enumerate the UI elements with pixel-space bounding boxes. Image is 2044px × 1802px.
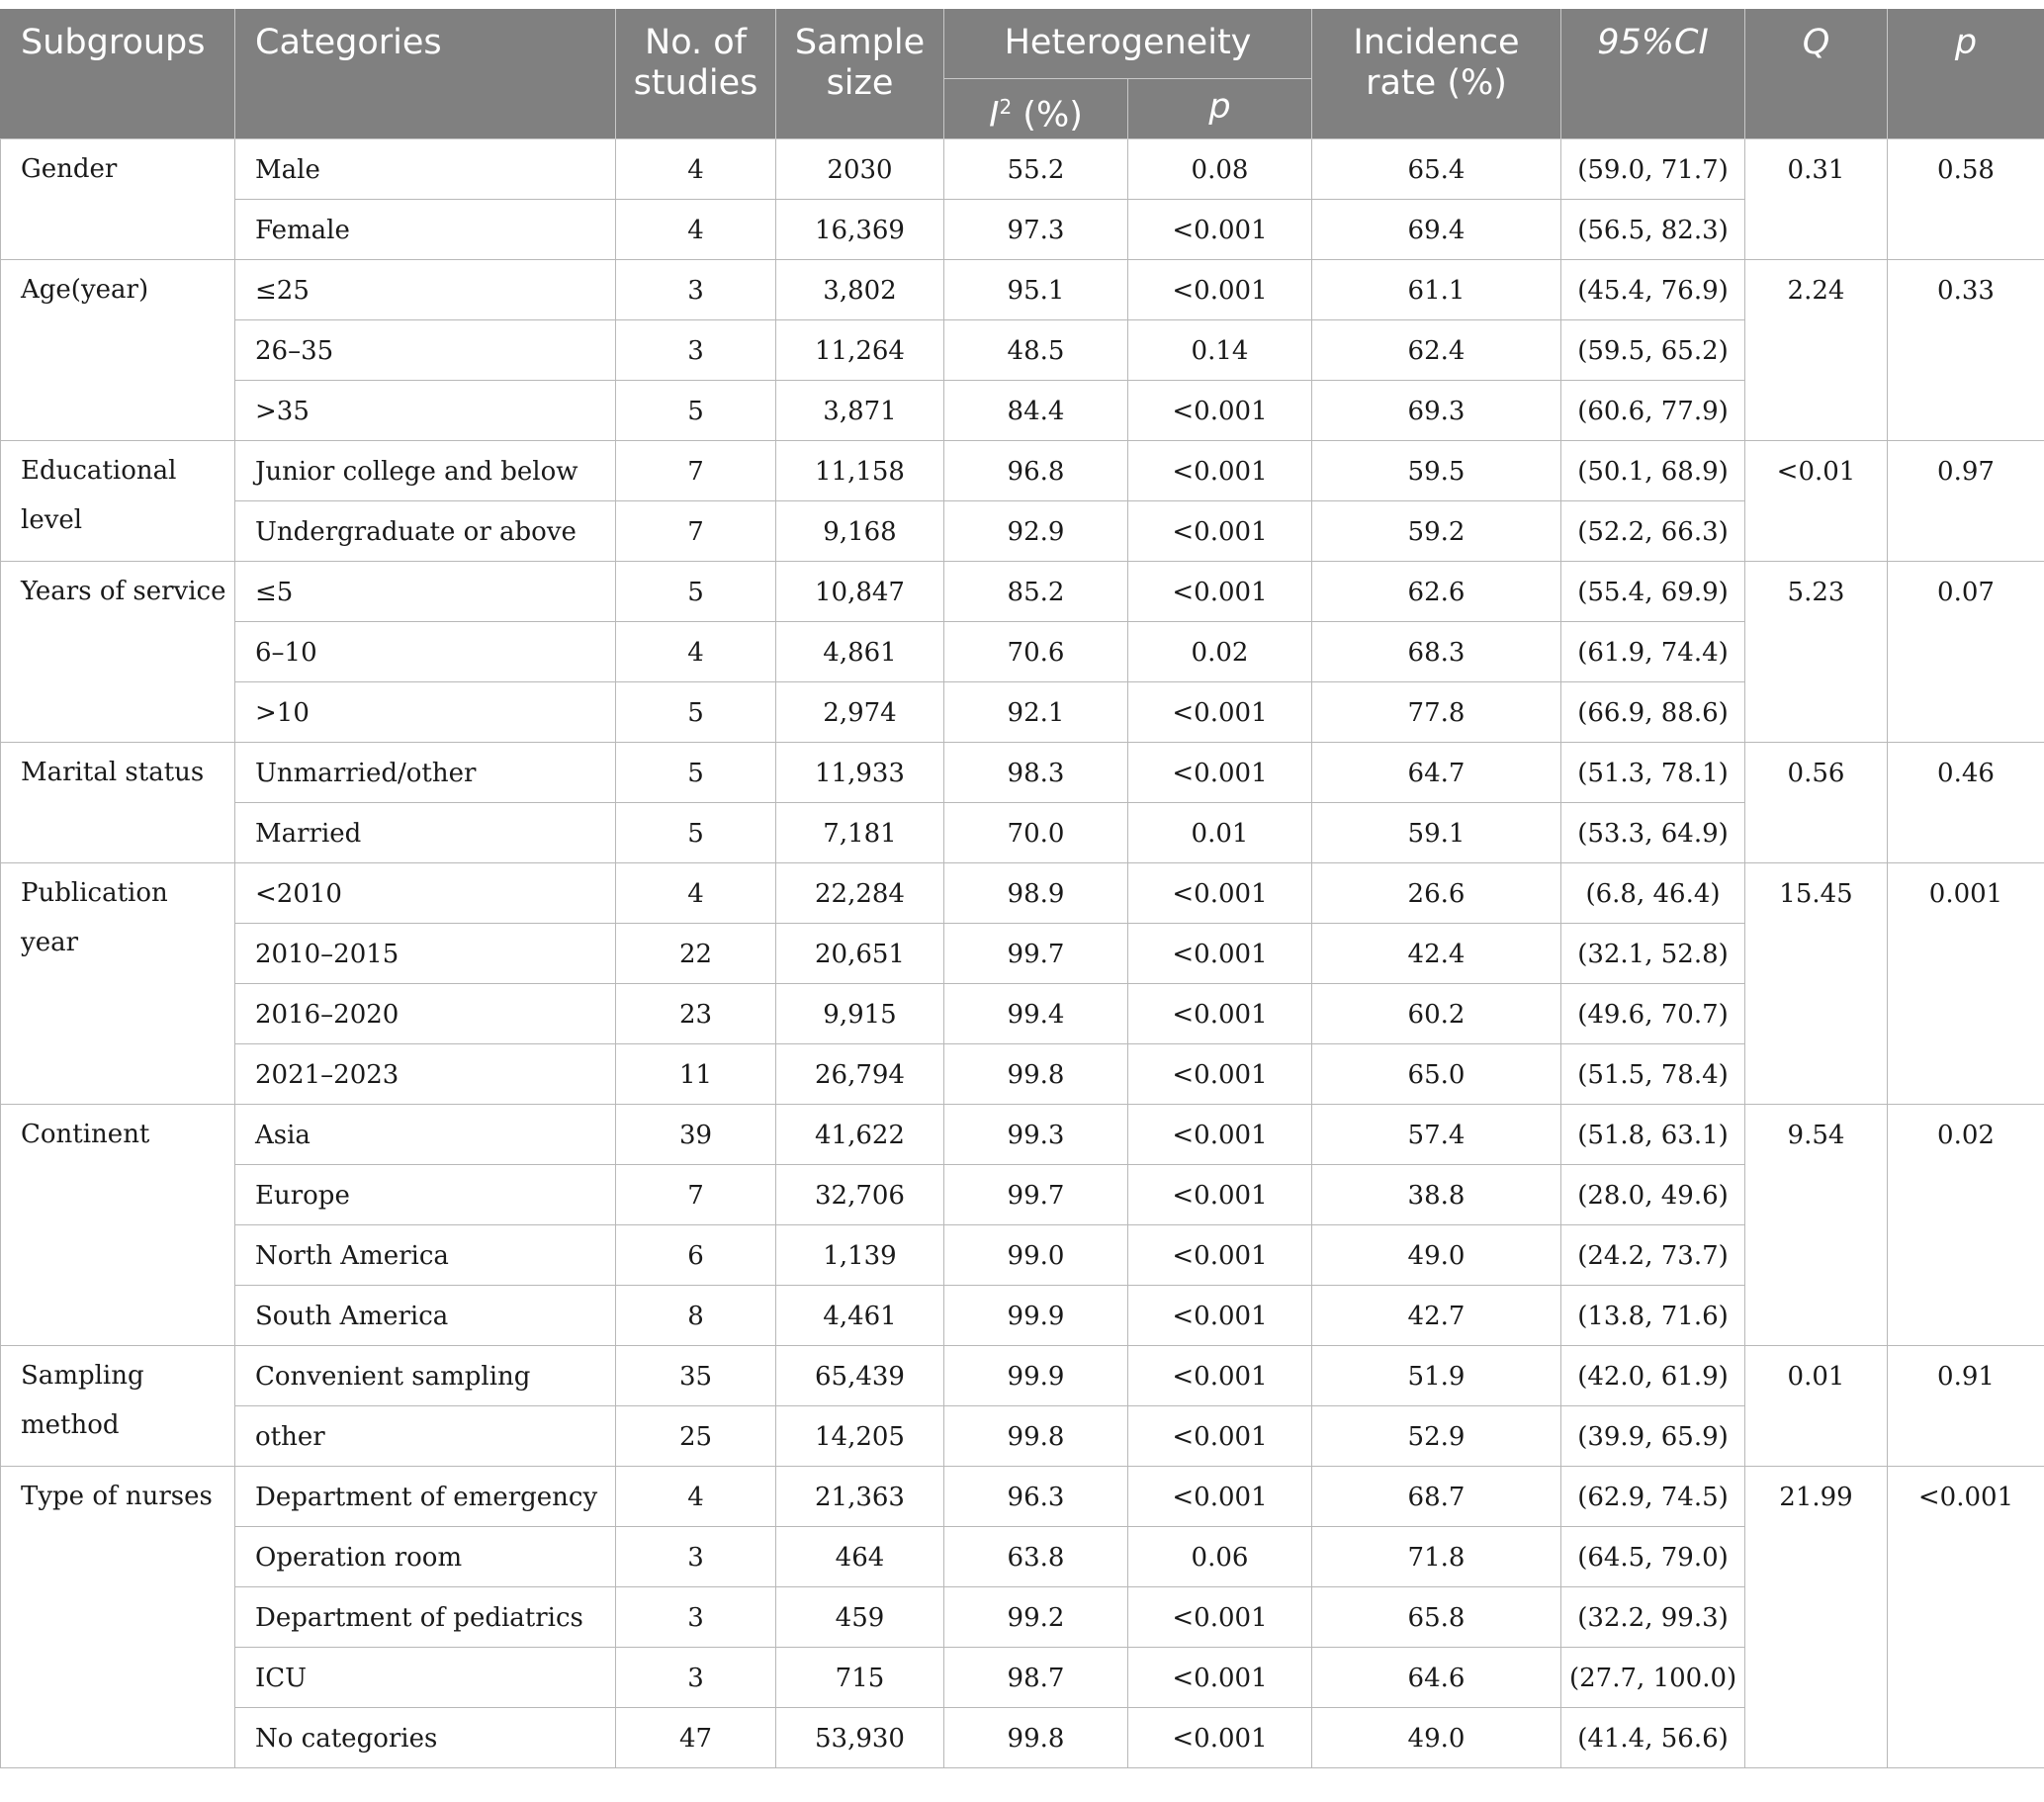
studies-cell: 5 [616,562,776,622]
category-cell: Department of emergency [235,1467,616,1527]
i2-cell: 85.2 [944,562,1128,622]
sample-size-cell: 2030 [776,139,944,200]
studies-cell: 3 [616,320,776,381]
ci-cell: (66.9, 88.6) [1561,682,1745,743]
incidence-rate-cell: 62.4 [1312,320,1561,381]
category-cell: >35 [235,381,616,441]
i2-cell: 99.7 [944,1165,1128,1225]
p-cell: <0.001 [1888,1467,2044,1768]
table-row [1,260,2044,320]
category-cell: Europe [235,1165,616,1225]
q-cell: 9.54 [1745,1105,1888,1346]
table-row [1,1708,2044,1768]
incidence-rate-cell: 42.4 [1312,924,1561,984]
ci-cell: (59.5, 65.2) [1561,320,1745,381]
heterogeneity-p-cell: <0.001 [1128,1225,1312,1286]
table-row [1,924,2044,984]
i2-cell: 99.7 [944,924,1128,984]
sample-size-cell: 3,802 [776,260,944,320]
table-row [1,1286,2044,1346]
sample-size-cell: 41,622 [776,1105,944,1165]
sample-size-cell: 715 [776,1648,944,1708]
header-p-text: p [1954,23,1978,62]
header-subgroups: Subgroups [1,9,235,139]
category-cell: ≤5 [235,562,616,622]
header-q-text: Q [1802,23,1830,62]
heterogeneity-p-cell: <0.001 [1128,441,1312,501]
ci-cell: (51.8, 63.1) [1561,1105,1745,1165]
subgroup-cell: Sampling method [1,1346,235,1467]
category-cell: 26–35 [235,320,616,381]
sample-size-cell: 1,139 [776,1225,944,1286]
table-row [1,803,2044,863]
ci-cell: (45.4, 76.9) [1561,260,1745,320]
table-row [1,139,2044,200]
table-row [1,1346,2044,1406]
category-cell: Department of pediatrics [235,1587,616,1648]
incidence-rate-cell: 57.4 [1312,1105,1561,1165]
studies-cell: 3 [616,1587,776,1648]
incidence-rate-cell: 64.6 [1312,1648,1561,1708]
ci-cell: (42.0, 61.9) [1561,1346,1745,1406]
studies-cell: 4 [616,863,776,924]
header-incidence-rate: Incidence rate (%) [1312,9,1561,139]
studies-cell: 3 [616,1527,776,1587]
i2-cell: 99.9 [944,1346,1128,1406]
i2-cell: 95.1 [944,260,1128,320]
table-row [1,1105,2044,1165]
table-row [1,863,2044,924]
heterogeneity-p-cell: <0.001 [1128,1105,1312,1165]
sample-size-cell: 11,933 [776,743,944,803]
sample-size-cell: 20,651 [776,924,944,984]
header-q [1745,9,1888,139]
heterogeneity-p-cell: 0.01 [1128,803,1312,863]
heterogeneity-p-cell: <0.001 [1128,1286,1312,1346]
heterogeneity-p-cell: <0.001 [1128,1165,1312,1225]
studies-cell: 11 [616,1044,776,1105]
heterogeneity-p-cell: <0.001 [1128,984,1312,1044]
p-cell: 0.91 [1888,1346,2044,1467]
sample-size-cell: 3,871 [776,381,944,441]
header-no-studies: No. of studies [616,9,776,139]
studies-cell: 25 [616,1406,776,1467]
sample-size-cell: 2,974 [776,682,944,743]
table-row [1,984,2044,1044]
i2-cell: 48.5 [944,320,1128,381]
ci-cell: (59.0, 71.7) [1561,139,1745,200]
q-cell: 2.24 [1745,260,1888,441]
i2-cell: 70.0 [944,803,1128,863]
heterogeneity-p-cell: <0.001 [1128,682,1312,743]
header-sample-size: Sample size [776,9,944,139]
heterogeneity-p-cell: 0.06 [1128,1527,1312,1587]
header-95ci-text: 95%CI [1597,23,1709,62]
studies-cell: 5 [616,743,776,803]
header-i2-letter: I [989,95,1000,135]
sample-size-cell: 4,461 [776,1286,944,1346]
studies-cell: 7 [616,1165,776,1225]
sample-size-cell: 53,930 [776,1708,944,1768]
heterogeneity-p-cell: <0.001 [1128,1044,1312,1105]
ci-cell: (56.5, 82.3) [1561,200,1745,260]
incidence-rate-cell: 52.9 [1312,1406,1561,1467]
category-cell: Asia [235,1105,616,1165]
category-cell: ICU [235,1648,616,1708]
header-het-p [1128,79,1312,139]
subgroup-cell: Publication year [1,863,235,1105]
table-row [1,743,2044,803]
p-cell: 0.46 [1888,743,2044,863]
heterogeneity-p-cell: <0.001 [1128,260,1312,320]
i2-cell: 98.9 [944,863,1128,924]
i2-cell: 63.8 [944,1527,1128,1587]
studies-cell: 39 [616,1105,776,1165]
ci-cell: (51.5, 78.4) [1561,1044,1745,1105]
ci-cell: (49.6, 70.7) [1561,984,1745,1044]
sample-size-cell: 21,363 [776,1467,944,1527]
category-cell: 2016–2020 [235,984,616,1044]
incidence-rate-cell: 59.2 [1312,501,1561,562]
header-categories: Categories [235,9,616,139]
heterogeneity-p-cell: <0.001 [1128,1648,1312,1708]
table-row [1,1467,2044,1527]
sample-size-cell: 11,264 [776,320,944,381]
table-row [1,622,2044,682]
heterogeneity-p-cell: 0.08 [1128,139,1312,200]
p-cell: 0.07 [1888,562,2044,743]
studies-cell: 47 [616,1708,776,1768]
i2-cell: 99.4 [944,984,1128,1044]
studies-cell: 5 [616,803,776,863]
sample-size-cell: 464 [776,1527,944,1587]
incidence-rate-cell: 42.7 [1312,1286,1561,1346]
subgroup-cell: Marital status [1,743,235,863]
category-cell: ≤25 [235,260,616,320]
heterogeneity-p-cell: 0.02 [1128,622,1312,682]
ci-cell: (6.8, 46.4) [1561,863,1745,924]
incidence-rate-cell: 65.4 [1312,139,1561,200]
heterogeneity-p-cell: <0.001 [1128,743,1312,803]
sample-size-cell: 65,439 [776,1346,944,1406]
i2-cell: 96.3 [944,1467,1128,1527]
table-header [1,9,2044,139]
q-cell: 0.56 [1745,743,1888,863]
table-row [1,1406,2044,1467]
q-cell: 15.45 [1745,863,1888,1105]
ci-cell: (27.7, 100.0) [1561,1648,1745,1708]
i2-cell: 98.7 [944,1648,1128,1708]
heterogeneity-p-cell: <0.001 [1128,501,1312,562]
i2-cell: 96.8 [944,441,1128,501]
table-container [0,9,2044,1768]
table-row [1,1225,2044,1286]
sample-size-cell: 16,369 [776,200,944,260]
incidence-rate-cell: 49.0 [1312,1708,1561,1768]
studies-cell: 7 [616,501,776,562]
heterogeneity-p-cell: <0.001 [1128,381,1312,441]
table-row [1,381,2044,441]
q-cell: 0.01 [1745,1346,1888,1467]
heterogeneity-p-cell: 0.14 [1128,320,1312,381]
ci-cell: (13.8, 71.6) [1561,1286,1745,1346]
heterogeneity-p-cell: <0.001 [1128,1708,1312,1768]
sample-size-cell: 14,205 [776,1406,944,1467]
heterogeneity-p-cell: <0.001 [1128,1346,1312,1406]
i2-cell: 99.8 [944,1406,1128,1467]
header-p [1888,9,2044,139]
incidence-rate-cell: 51.9 [1312,1346,1561,1406]
q-cell: <0.01 [1745,441,1888,562]
studies-cell: 3 [616,1648,776,1708]
i2-cell: 97.3 [944,200,1128,260]
category-cell: No categories [235,1708,616,1768]
heterogeneity-p-cell: <0.001 [1128,562,1312,622]
header-i2-sup: 2 [999,95,1013,119]
incidence-rate-cell: 49.0 [1312,1225,1561,1286]
sample-size-cell: 9,915 [776,984,944,1044]
q-cell: 0.31 [1745,139,1888,260]
ci-cell: (24.2, 73.7) [1561,1225,1745,1286]
ci-cell: (62.9, 74.5) [1561,1467,1745,1527]
category-cell: North America [235,1225,616,1286]
table-row [1,320,2044,381]
i2-cell: 99.0 [944,1225,1128,1286]
incidence-rate-cell: 59.1 [1312,803,1561,863]
i2-cell: 92.1 [944,682,1128,743]
ci-cell: (61.9, 74.4) [1561,622,1745,682]
table-row [1,441,2044,501]
category-cell: 6–10 [235,622,616,682]
incidence-rate-cell: 65.8 [1312,1587,1561,1648]
p-cell: 0.02 [1888,1105,2044,1346]
i2-cell: 98.3 [944,743,1128,803]
studies-cell: 5 [616,381,776,441]
incidence-rate-cell: 69.3 [1312,381,1561,441]
category-cell: <2010 [235,863,616,924]
studies-cell: 4 [616,200,776,260]
i2-cell: 99.2 [944,1587,1128,1648]
q-cell: 5.23 [1745,562,1888,743]
incidence-rate-cell: 26.6 [1312,863,1561,924]
sample-size-cell: 32,706 [776,1165,944,1225]
ci-cell: (39.9, 65.9) [1561,1406,1745,1467]
table-row [1,562,2044,622]
category-cell: other [235,1406,616,1467]
category-cell: Female [235,200,616,260]
table-row [1,1165,2044,1225]
sample-size-cell: 7,181 [776,803,944,863]
sample-size-cell: 9,168 [776,501,944,562]
studies-cell: 7 [616,441,776,501]
table-row [1,1527,2044,1587]
ci-cell: (32.2, 99.3) [1561,1587,1745,1648]
sample-size-cell: 459 [776,1587,944,1648]
i2-cell: 99.8 [944,1708,1128,1768]
table-row [1,1648,2044,1708]
subgroup-cell: Gender [1,139,235,260]
studies-cell: 8 [616,1286,776,1346]
q-cell: 21.99 [1745,1467,1888,1768]
p-cell: 0.58 [1888,139,2044,260]
category-cell: Unmarried/other [235,743,616,803]
subgroup-cell: Educational level [1,441,235,562]
category-cell: 2021–2023 [235,1044,616,1105]
sample-size-cell: 22,284 [776,863,944,924]
subgroup-cell: Years of service [1,562,235,743]
table-row [1,501,2044,562]
i2-cell: 99.3 [944,1105,1128,1165]
sample-size-cell: 10,847 [776,562,944,622]
ci-cell: (32.1, 52.8) [1561,924,1745,984]
header-het-p-text: p [1208,87,1231,127]
category-cell: Operation room [235,1527,616,1587]
heterogeneity-p-cell: <0.001 [1128,1467,1312,1527]
header-i2 [944,79,1128,139]
p-cell: 0.97 [1888,441,2044,562]
studies-cell: 4 [616,1467,776,1527]
subgroup-cell: Type of nurses [1,1467,235,1768]
table-row [1,1587,2044,1648]
category-cell: Junior college and below [235,441,616,501]
ci-cell: (60.6, 77.9) [1561,381,1745,441]
incidence-rate-cell: 61.1 [1312,260,1561,320]
subgroup-cell: Age(year) [1,260,235,441]
ci-cell: (64.5, 79.0) [1561,1527,1745,1587]
studies-cell: 6 [616,1225,776,1286]
i2-cell: 55.2 [944,139,1128,200]
p-cell: 0.001 [1888,863,2044,1105]
ci-cell: (41.4, 56.6) [1561,1708,1745,1768]
incidence-rate-cell: 60.2 [1312,984,1561,1044]
incidence-rate-cell: 68.3 [1312,622,1561,682]
incidence-rate-cell: 64.7 [1312,743,1561,803]
category-cell: >10 [235,682,616,743]
studies-cell: 35 [616,1346,776,1406]
heterogeneity-p-cell: <0.001 [1128,1587,1312,1648]
incidence-rate-cell: 65.0 [1312,1044,1561,1105]
ci-cell: (53.3, 64.9) [1561,803,1745,863]
header-i2-unit: (%) [1012,95,1083,135]
heterogeneity-p-cell: <0.001 [1128,924,1312,984]
ci-cell: (28.0, 49.6) [1561,1165,1745,1225]
i2-cell: 70.6 [944,622,1128,682]
studies-cell: 22 [616,924,776,984]
category-cell: Convenient sampling [235,1346,616,1406]
i2-cell: 92.9 [944,501,1128,562]
subgroup-cell: Continent [1,1105,235,1346]
sample-size-cell: 11,158 [776,441,944,501]
p-cell: 0.33 [1888,260,2044,441]
i2-cell: 84.4 [944,381,1128,441]
incidence-rate-cell: 59.5 [1312,441,1561,501]
sample-size-cell: 26,794 [776,1044,944,1105]
table-row [1,200,2044,260]
ci-cell: (51.3, 78.1) [1561,743,1745,803]
incidence-rate-cell: 77.8 [1312,682,1561,743]
ci-cell: (52.2, 66.3) [1561,501,1745,562]
studies-cell: 4 [616,139,776,200]
incidence-rate-cell: 62.6 [1312,562,1561,622]
heterogeneity-p-cell: <0.001 [1128,200,1312,260]
heterogeneity-p-cell: <0.001 [1128,1406,1312,1467]
table-row [1,1044,2044,1105]
incidence-rate-cell: 38.8 [1312,1165,1561,1225]
category-cell: South America [235,1286,616,1346]
subgroup-analysis-table [0,9,2044,1768]
category-cell: Undergraduate or above [235,501,616,562]
i2-cell: 99.8 [944,1044,1128,1105]
table-body [1,139,2044,1768]
ci-cell: (50.1, 68.9) [1561,441,1745,501]
table-row [1,682,2044,743]
ci-cell: (55.4, 69.9) [1561,562,1745,622]
heterogeneity-p-cell: <0.001 [1128,863,1312,924]
i2-cell: 99.9 [944,1286,1128,1346]
incidence-rate-cell: 69.4 [1312,200,1561,260]
studies-cell: 4 [616,622,776,682]
incidence-rate-cell: 71.8 [1312,1527,1561,1587]
category-cell: Married [235,803,616,863]
incidence-rate-cell: 68.7 [1312,1467,1561,1527]
studies-cell: 23 [616,984,776,1044]
header-heterogeneity: Heterogeneity [944,9,1312,79]
studies-cell: 5 [616,682,776,743]
sample-size-cell: 4,861 [776,622,944,682]
header-95ci [1561,9,1745,139]
category-cell: 2010–2015 [235,924,616,984]
category-cell: Male [235,139,616,200]
studies-cell: 3 [616,260,776,320]
